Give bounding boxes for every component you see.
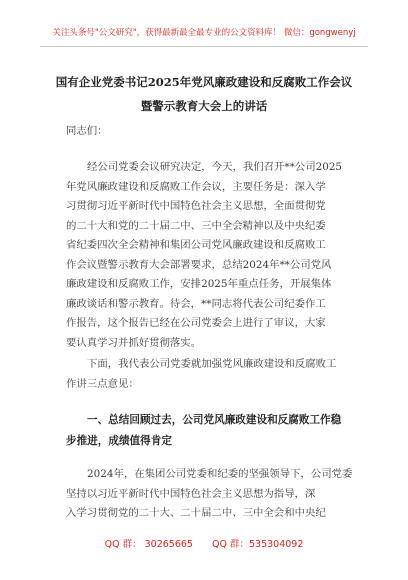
qq-group-2: QQ 群：535304092 [212,539,304,550]
heading-line: 一、总结回顾过去，公司党风廉政建设和反腐败工作稳 [87,414,342,426]
paragraph-line: 坚持以习近平新时代中国特色社会主义思想为指导，深 [66,487,316,500]
paragraph-line: 廉政建设和反腐败工作，安排2025年重点任务，开展集体 [66,278,332,290]
paragraph-line: 省纪委四次全会精神和集团公司党风廉政建设和反腐败工 [66,239,326,251]
paragraph-line: 作讲三点意见： [66,377,139,390]
header-divider [40,46,368,47]
paragraph-line: 入学习贯彻党的二十大、二十届二中、三中全会和中央纪 [66,507,326,519]
greeting-text: 同志们： [66,125,108,137]
qq-group-1: QQ 群： 30265665 [104,539,193,550]
paragraph-2 [66,355,356,394]
section-heading-1 [66,410,356,452]
greeting [66,122,356,142]
paragraph-line: 作会议暨警示教育大会部署要求，总结2024年**公司党风 [66,258,332,271]
paragraph-line: 下面，我代表公司党委就加强党风廉政建设和反腐败工 [87,358,337,370]
paragraph-line: 廉政谈话和警示教育。待会，**同志将代表公司纪委作工 [66,297,326,310]
heading-line: 步推进，成绩值得肯定 [66,435,172,447]
title-line-1: 国有企业党委书记2025年党风廉政建设和反腐败工作会议 [55,75,353,89]
paragraph-3 [66,465,356,524]
paragraph-line: 要认真学习并抓好贯彻落实。 [66,336,202,349]
paragraph-line: 习贯彻习近平新时代中国特色社会主义思想，全面贯彻党 [66,200,326,212]
paragraph-line: 作报告，这个报告已经在公司党委会上进行了审议，大家 [66,317,326,329]
promo-banner: 关注头条号"公文研究"，获得最新最全最专业的公文资料库！ 微信：gongwenyj [52,28,356,38]
footer-contact [0,536,408,550]
paragraph-line: 2024年，在集团公司党委和纪委的坚强领导下，公司党委 [87,468,353,480]
document-title [30,70,378,118]
paragraph-1 [66,158,356,353]
paragraph-line: 年党风廉政建设和反腐败工作会议，主要任务是：深入学 [66,180,326,193]
title-line-2: 暨警示教育大会上的讲话 [140,99,268,113]
paragraph-line: 经公司党委会议研究决定，今天，我们召开**公司2025 [87,161,343,173]
paragraph-line: 的二十大和党的二十届二中、三中全会精神以及中央纪委 [66,219,326,232]
